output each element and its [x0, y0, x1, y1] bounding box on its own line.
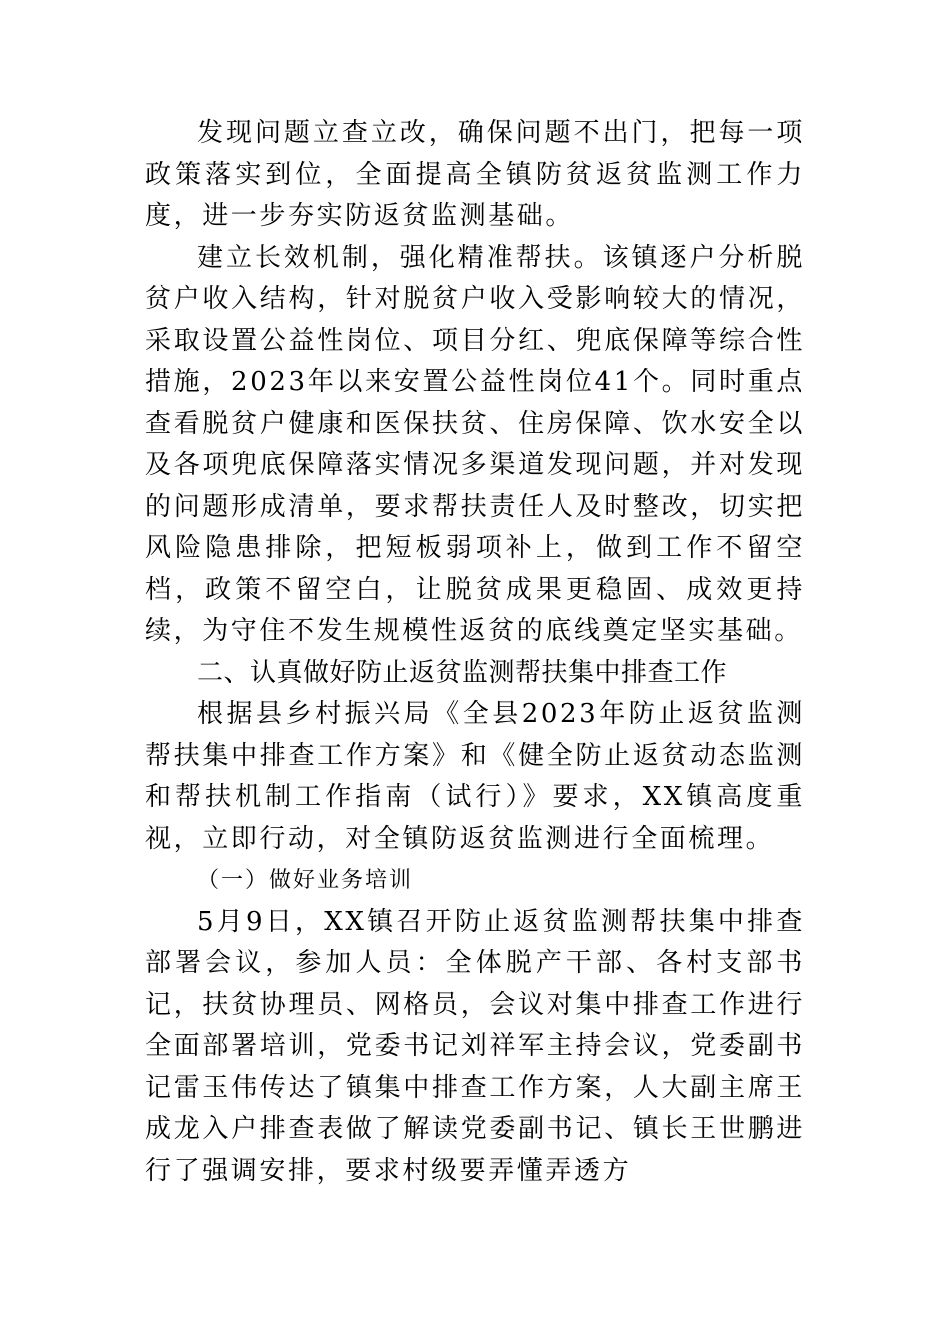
section-heading: 二、认真做好防止返贫监测帮扶集中排查工作 — [197, 657, 728, 688]
paragraph-monitoring: 发现问题立查立改，确保问题不出门，把每一项政策落实到位，全面提高全镇防贫返贫监测工作力度，进一步夯实防返贫监测基础。 — [145, 118, 805, 231]
paragraph-long-term-mechanism: 建立长效机制，强化精准帮扶。该镇逐户分析脱贫户收入结构，针对脱贫户收入受影响较大的情况，采取设置公益性岗位、项目分红、兜底保障等综合性措施，2023年以来安置公益性岗位41个。同时重点查看脱贫户健康和医保扶贫、住房保障、饮水安全以及各项兜底保障落实情况多渠道发现问题，并对发现的问题形成清单，要求帮扶责任人及时整改，切实把风险隐患排除，把短板弱项补上，做到工作不留空档，政策不留空白，让脱贫成果更稳固、成效更持续，为守住不发生规模性返贫的底线奠定坚实基础。 — [145, 242, 805, 646]
subsection-heading: （一）做好业务培训 — [197, 868, 414, 893]
document-body — [145, 113, 805, 1192]
paragraph-training: 5月9日，XX镇召开防止返贫监测帮扶集中排查部署会议，参加人员：全体脱产干部、各村支部书记，扶贫协理员、网格员，会议对集中排查工作进行全面部署培训，党委书记刘祥军主持会议，党委副书记雷玉伟传达了镇集中排查工作方案，人大副主席王成龙入户排查表做了解读党委副书记、镇长王世鹏进行了强调安排，要求村级要弄懂弄透方 — [145, 906, 805, 1186]
paragraph-section-intro: 根据县乡村振兴局《全县2023年防止返贫监测帮扶集中排查工作方案》和《健全防止返贫动态监测和帮扶机制工作指南（试行）》要求，XX镇高度重视，立即行动，对全镇防返贫监测进行全面梳理。 — [145, 699, 805, 854]
